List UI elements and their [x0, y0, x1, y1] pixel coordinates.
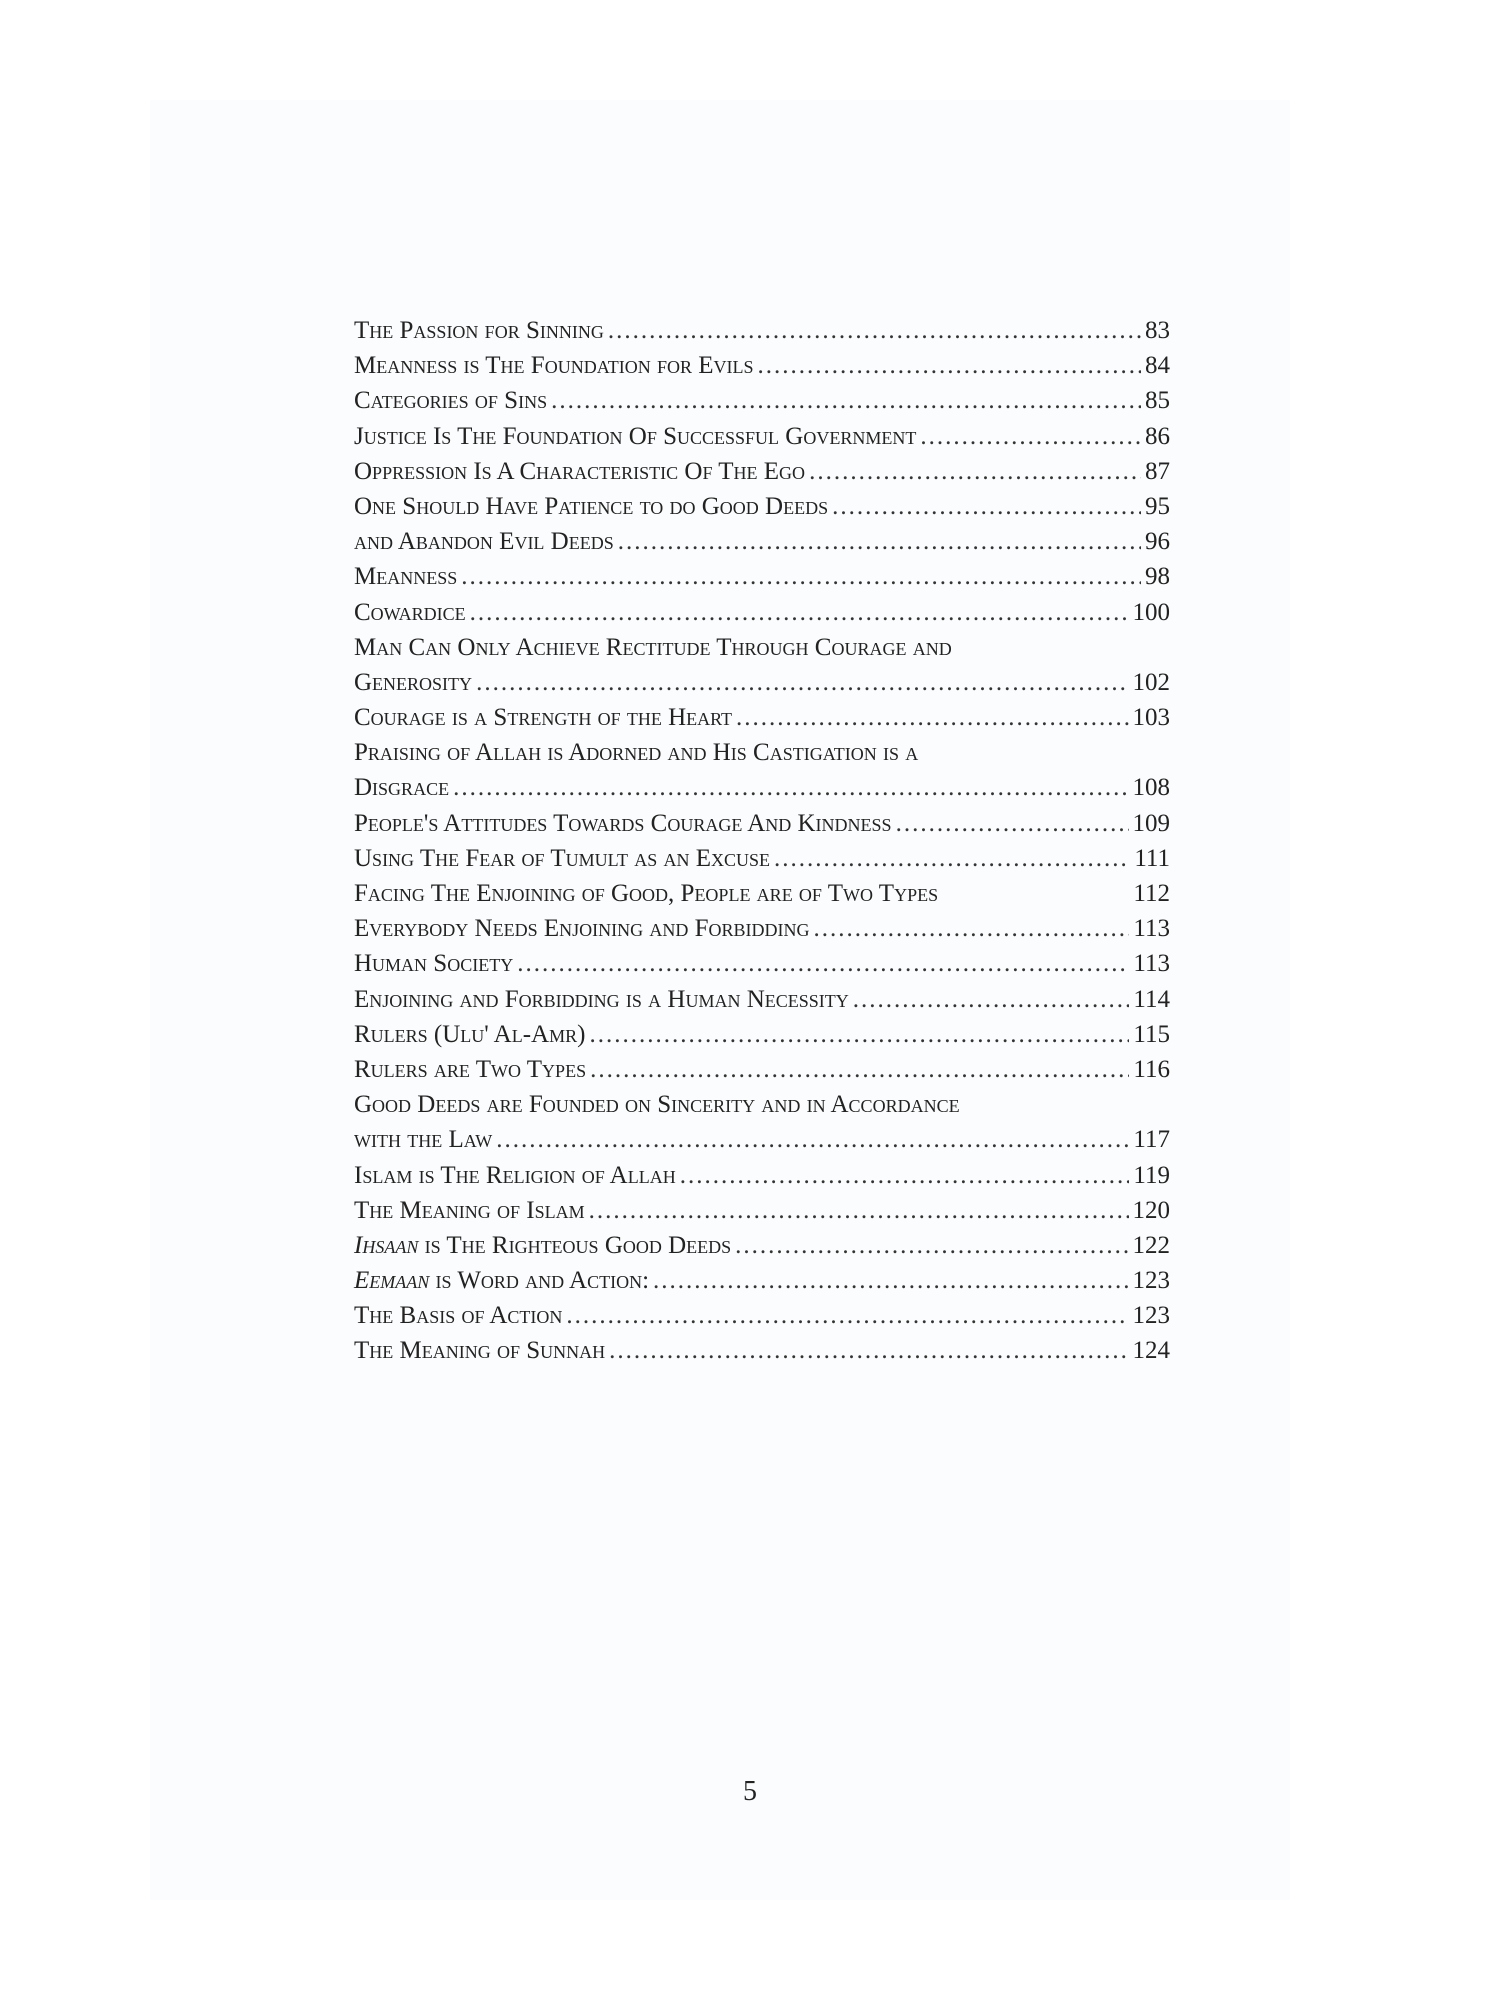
toc-entry-title: Courage is a Strength of the Heart	[354, 704, 733, 732]
toc-entry-title: Good Deeds are Founded on Sincerity and in Accordance	[354, 1091, 960, 1119]
toc-entry	[354, 313, 1170, 348]
toc-entry-line	[354, 313, 1170, 348]
toc-entry-page: 109	[1132, 809, 1170, 837]
toc-entry-line	[354, 595, 1170, 630]
toc-entry-page: 124	[1132, 1337, 1170, 1365]
toc-entry	[354, 348, 1170, 383]
table-of-contents	[354, 313, 1170, 1369]
toc-entry-page: 123	[1132, 1267, 1170, 1295]
toc-entry-title: Man Can Only Achieve Rectitude Through Courage and	[354, 633, 952, 661]
toc-entry-title: People's Attitudes Towards Courage And Kindness	[354, 809, 892, 837]
toc-entry-title: Everybody Needs Enjoining and Forbidding	[354, 915, 810, 943]
toc-entry-page: 87	[1145, 457, 1170, 485]
dot-leader	[608, 313, 1141, 348]
toc-entry-line	[354, 1158, 1170, 1193]
toc-entry	[354, 1052, 1170, 1087]
toc-entry-title: Meanness	[354, 563, 458, 591]
toc-entry-line	[354, 665, 1170, 700]
toc-entry-line	[354, 489, 1170, 524]
toc-entry-page: 100	[1132, 598, 1170, 626]
toc-entry-line	[354, 876, 1170, 911]
toc-entry	[354, 841, 1170, 876]
toc-entry-line	[354, 348, 1170, 383]
toc-entry-title: Meanness is The Foundation for Evils	[354, 352, 754, 380]
toc-entry	[354, 1017, 1170, 1052]
toc-entry-page: 123	[1132, 1302, 1170, 1330]
toc-entry-line	[354, 1263, 1170, 1298]
toc-entry-page: 119	[1133, 1161, 1170, 1189]
toc-entry-line	[354, 1017, 1170, 1052]
toc-entry-line	[354, 630, 1170, 665]
toc-entry-title: Praising of Allah is Adorned and His Castigation is a	[354, 739, 919, 767]
toc-entry-line	[354, 1333, 1170, 1368]
toc-entry-page: 84	[1145, 352, 1170, 380]
toc-entry	[354, 1193, 1170, 1228]
toc-entry-title	[354, 1228, 731, 1263]
toc-entry-page: 85	[1145, 387, 1170, 415]
toc-entry	[354, 1263, 1170, 1298]
dot-leader	[653, 1263, 1128, 1298]
toc-entry-line	[354, 841, 1170, 876]
toc-entry	[354, 559, 1170, 594]
dot-leader	[609, 1333, 1128, 1368]
dot-leader	[590, 1052, 1129, 1087]
toc-entry-title: The Passion for Sinning	[354, 317, 604, 344]
dot-leader	[680, 1158, 1130, 1193]
toc-entry-title: Cowardice	[354, 598, 466, 626]
toc-entry-line	[354, 419, 1170, 454]
dot-leader	[496, 1122, 1129, 1157]
dot-leader	[461, 559, 1141, 594]
toc-entry-page: 102	[1132, 668, 1170, 696]
dot-leader	[757, 348, 1141, 383]
toc-entry-line	[354, 383, 1170, 418]
toc-entry-page: 98	[1145, 563, 1170, 591]
toc-entry-page: 86	[1145, 422, 1170, 450]
dot-leader	[517, 946, 1129, 981]
dot-leader	[589, 1017, 1129, 1052]
toc-entry-page: 113	[1133, 950, 1170, 978]
dot-leader	[809, 454, 1141, 489]
toc-entry-page: 120	[1132, 1196, 1170, 1224]
toc-entry-page: 103	[1132, 704, 1170, 732]
toc-entry-line	[354, 735, 1170, 770]
dot-leader	[920, 419, 1141, 454]
toc-entry	[354, 1228, 1170, 1263]
toc-entry-title: with the Law	[354, 1126, 493, 1154]
toc-entry	[354, 524, 1170, 559]
toc-entry-title: The Meaning of Sunnah	[354, 1337, 606, 1365]
toc-entry-title-text: is The Righteous Good Deeds	[424, 1231, 732, 1259]
toc-entry-title: and Abandon Evil Deeds	[354, 528, 614, 556]
dot-leader	[896, 806, 1129, 841]
toc-entry-italic-term: Ihsaan	[354, 1231, 419, 1259]
dot-leader	[618, 524, 1141, 559]
toc-entry	[354, 911, 1170, 946]
toc-entry-line	[354, 946, 1170, 981]
toc-entry-title: Rulers (Ulu' Al-Amr)	[354, 1020, 586, 1048]
toc-entry	[354, 419, 1170, 454]
toc-entry-line	[354, 982, 1170, 1017]
toc-entry-page: 96	[1145, 528, 1170, 556]
toc-entry-page: 111	[1134, 844, 1170, 872]
toc-entry-title: The Meaning of Islam	[354, 1196, 585, 1224]
toc-entry-page: 122	[1132, 1231, 1170, 1259]
toc-entry-page: 108	[1132, 774, 1170, 802]
toc-entry-page: 83	[1145, 317, 1170, 344]
dot-leader	[735, 1228, 1128, 1263]
toc-entry	[354, 700, 1170, 735]
toc-entry-italic-term: Eemaan	[354, 1267, 430, 1295]
toc-entry	[354, 735, 1170, 805]
toc-entry-line	[354, 1228, 1170, 1263]
toc-entry-title: Using The Fear of Tumult as an Excuse	[354, 844, 770, 872]
toc-entry	[354, 1333, 1170, 1368]
toc-entry-line	[354, 1087, 1170, 1122]
toc-entry	[354, 595, 1170, 630]
dot-leader	[853, 982, 1130, 1017]
toc-entry-page: 114	[1133, 985, 1170, 1013]
toc-entry-page: 116	[1133, 1055, 1170, 1083]
toc-entry	[354, 806, 1170, 841]
dot-leader	[453, 770, 1128, 805]
toc-entry	[354, 876, 1170, 911]
toc-entry	[354, 454, 1170, 489]
toc-entry-page: 115	[1133, 1020, 1170, 1048]
toc-entry-line	[354, 911, 1170, 946]
toc-entry-title: Human Society	[354, 950, 514, 978]
dot-leader	[814, 911, 1130, 946]
toc-entry-line	[354, 1052, 1170, 1087]
toc-entry-line	[354, 700, 1170, 735]
toc-entry-line	[354, 524, 1170, 559]
toc-entry	[354, 1158, 1170, 1193]
dot-leader	[589, 1193, 1129, 1228]
toc-entry-title: Justice Is The Foundation Of Successful Government	[354, 422, 917, 450]
toc-entry-title: Islam is The Religion of Allah	[354, 1161, 676, 1189]
toc-entry-title: The Basis of Action	[354, 1302, 563, 1330]
dot-leader	[832, 489, 1141, 524]
toc-entry-title: Rulers are Two Types	[354, 1055, 587, 1083]
toc-entry-title: Categories of Sins	[354, 387, 548, 415]
dot-leader	[566, 1298, 1128, 1333]
toc-entry-line	[354, 770, 1170, 805]
dot-leader	[774, 841, 1130, 876]
toc-entry	[354, 630, 1170, 700]
dot-leader	[551, 383, 1141, 418]
toc-entry	[354, 489, 1170, 524]
toc-entry	[354, 1087, 1170, 1157]
toc-entry-line	[354, 1298, 1170, 1333]
page-number: 5	[743, 1776, 757, 1807]
toc-entry-page: 112	[1133, 880, 1170, 907]
toc-entry-line	[354, 559, 1170, 594]
toc-entry-title: Facing The Enjoining of Good, People are of Two Types	[354, 880, 939, 907]
toc-entry-title: Disgrace	[354, 774, 450, 802]
dot-leader	[470, 595, 1129, 630]
toc-entry-title: Oppression Is A Characteristic Of The Ego	[354, 457, 806, 485]
toc-entry-line	[354, 1122, 1170, 1157]
toc-entry-title: Enjoining and Forbidding is a Human Necessity	[354, 985, 849, 1013]
dot-leader	[476, 665, 1128, 700]
toc-entry-title-text: is Word and Action:	[435, 1267, 650, 1295]
toc-entry-page: 95	[1145, 492, 1170, 520]
toc-entry	[354, 383, 1170, 418]
toc-entry-line	[354, 1193, 1170, 1228]
toc-entry-title: Generosity	[354, 668, 473, 696]
toc-entry	[354, 946, 1170, 981]
toc-entry-page: 113	[1133, 915, 1170, 943]
toc-entry-title	[354, 1263, 649, 1298]
toc-entry-title: One Should Have Patience to do Good Deeds	[354, 492, 829, 520]
dot-leader	[736, 700, 1128, 735]
toc-entry	[354, 982, 1170, 1017]
toc-entry-line	[354, 806, 1170, 841]
toc-entry	[354, 1298, 1170, 1333]
toc-entry-page: 117	[1133, 1126, 1170, 1154]
toc-entry-line	[354, 454, 1170, 489]
